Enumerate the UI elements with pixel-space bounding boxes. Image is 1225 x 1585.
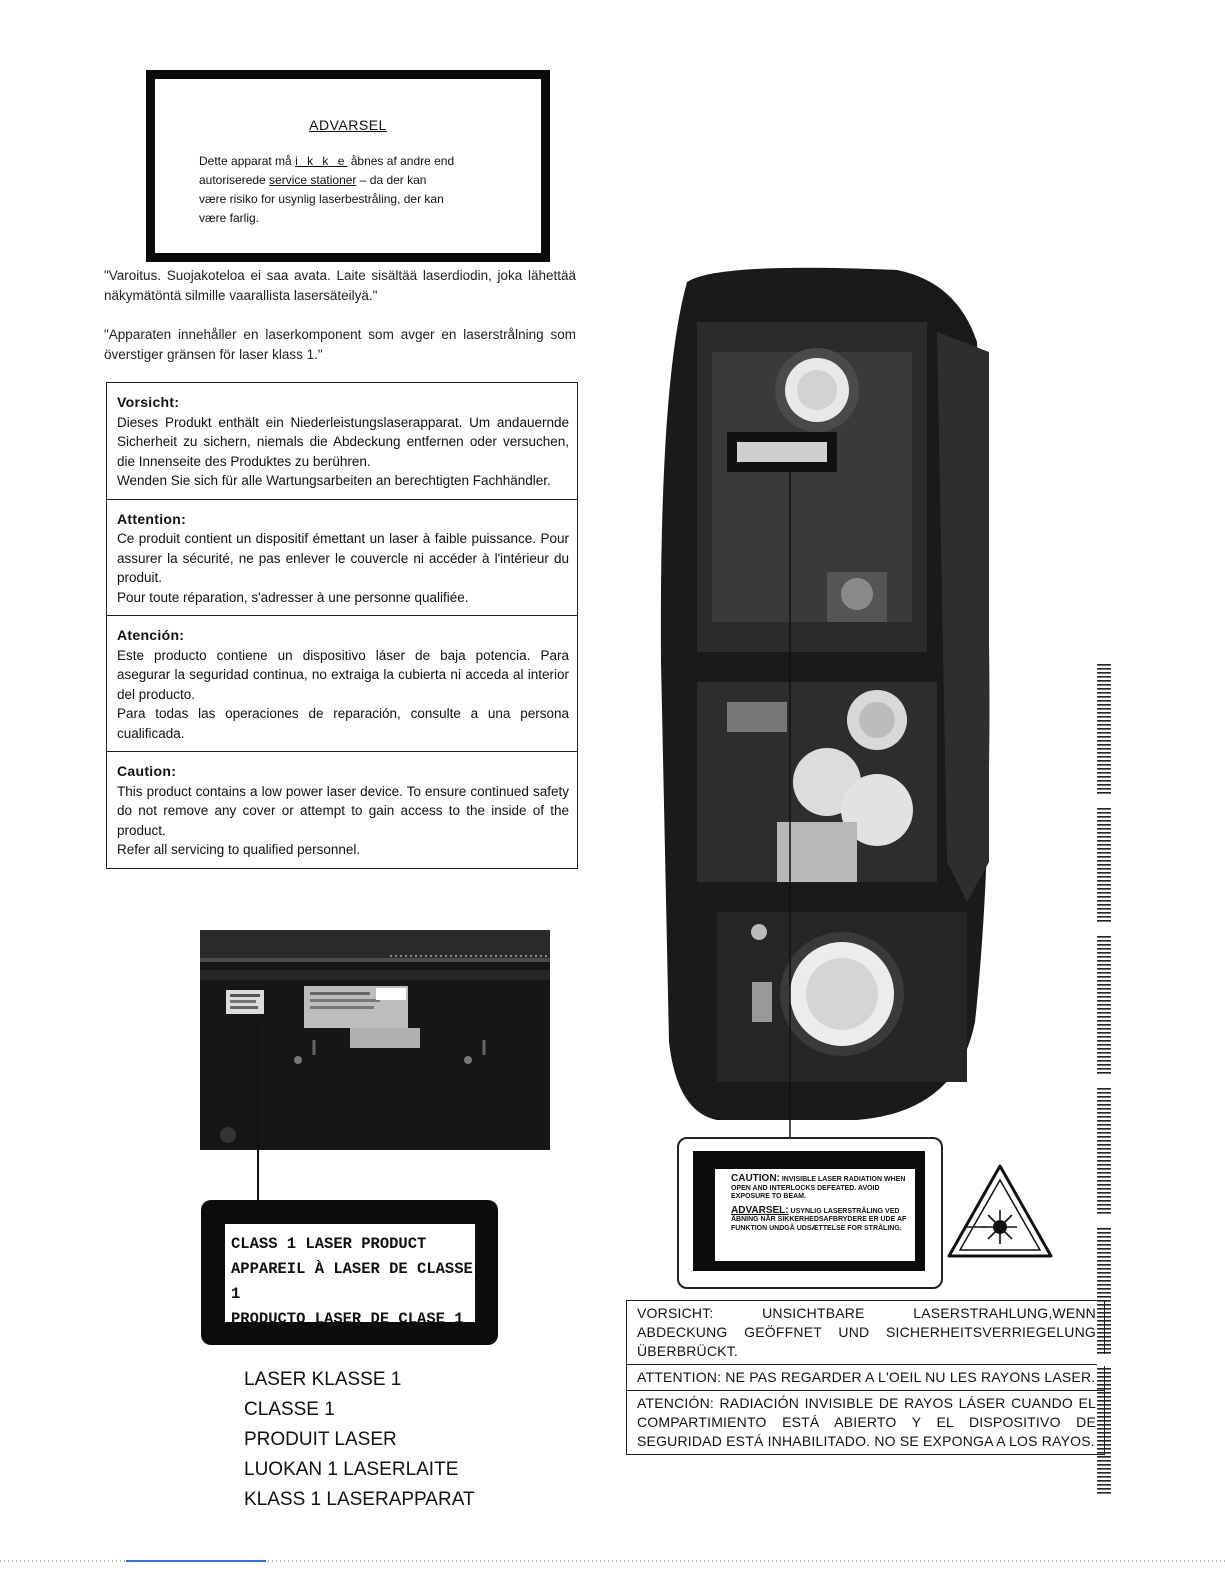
warning-body: Refer all servicing to qualified personnel.	[117, 842, 361, 857]
warning-body: Ce produit contient un dispositif émettant un laser à faible puissance. Pour assurer la sécurité, ne pas enlever le couvercle ni accéder à l'intérieur du produit.	[117, 531, 569, 585]
caution-label-frame	[693, 1151, 925, 1271]
caution-label-text	[715, 1169, 915, 1261]
warning-heading: Vorsicht:	[117, 394, 180, 410]
warning-body: Para todas las operaciones de reparación, consulte a una persona cualificada.	[117, 706, 569, 741]
warning-cell-de	[107, 383, 577, 499]
warning-cell-fr	[107, 499, 577, 616]
laser-class-line: PRODUIT LASER	[244, 1429, 397, 1450]
advarsel-text: åbnes af andre end	[347, 154, 455, 168]
swedish-notice: "Apparaten innehåller en laserkomponent som avger en laserstrålning som överstiger gränsen för laser klass 1."	[104, 327, 576, 362]
warning-body: Este producto contiene un dispositivo láser de baja potencia. Para asegurar la seguridad continua, no extraiga la cubierta ni acceda al interior del producto.	[117, 647, 569, 702]
warning-heading: Attention:	[117, 510, 187, 527]
caution-detail: INVISIBLE LASER RADIATION WHEN OPEN AND INTERLOCKS DEFEATED. AVOID EXPOSURE TO BEAM.	[731, 1176, 906, 1200]
advarsel-text: – da der kan	[356, 173, 427, 187]
warning-body: Wenden Sie sich für alle Wartungsarbeiten an berechtigten Fachhändler.	[117, 473, 551, 488]
warning-cell-en	[107, 751, 577, 868]
advarsel-line	[199, 171, 519, 190]
advarsel-word: ADVARSEL:	[731, 1204, 789, 1216]
warning-body: Pour toute réparation, s'adresser à une personne qualifiée.	[117, 589, 469, 605]
advarsel-detail: USYNLIG LASERSTRÅLING VED ÅBNING NÅR SIKKERHEDSAFBRYDERE ER UDE AF FUNKTION UNDGÅ UDSÆTTELSE FOR STRÅLING.	[731, 1207, 907, 1232]
advarsel-warning-box	[146, 70, 550, 262]
laser-class-line: KLASS 1 LASERAPPARAT	[244, 1489, 475, 1510]
advarsel-text: autoriserede	[199, 173, 270, 187]
class1-line: APPAREIL À LASER DE CLASSE 1	[231, 1260, 473, 1303]
device-interior-photo	[657, 262, 992, 1122]
laser-hazard-warning-icon	[945, 1162, 1055, 1260]
warning-cell-es	[107, 615, 577, 751]
advarsel-line: være risiko for usynlig laserbestråling, der kan	[199, 192, 444, 206]
advarsel-line: være farlig.	[199, 211, 260, 225]
radiation-warning-es: ATENCIÓN: RADIACIÓN INVISIBLE DE RAYOS LÁSER CUANDO EL COMPARTIMIENTO ESTÁ ABIERTO Y EL DISPOSITIVO DE SEGURIDAD ESTÁ INHABILITADO. NO SE EXPONGA A LOS RAYOS.	[627, 1390, 1104, 1454]
warning-heading: Caution:	[117, 763, 177, 779]
laser-class-line: CLASSE 1	[244, 1399, 335, 1420]
radiation-warning-de: VORSICHT: UNSICHTBARE LASERSTRAHLUNG,WENN ABDECKUNG GEÖFFNET UND SICHERHEITSVERRIEGELUNG ÜBERBRÜCKT.	[637, 1305, 1096, 1359]
invisible-radiation-warning-table	[626, 1300, 1105, 1455]
rear-panel-illustration	[200, 930, 550, 1150]
advarsel-text: Dette apparat må	[199, 154, 296, 168]
warning-body: This product contains a low power laser device. To ensure continued safety do not remove any cover or attempt to gain access to the inside of the product.	[117, 783, 569, 838]
class1-line: CLASS 1 LASER PRODUCT	[231, 1235, 427, 1253]
page-footer-rule	[0, 1558, 1225, 1564]
class1-label-text	[225, 1224, 475, 1328]
advarsel-emphasis: service stationer	[269, 173, 357, 187]
caution-radiation-label	[677, 1137, 943, 1289]
multilingual-warning-table	[106, 382, 578, 869]
caution-word: CAUTION:	[731, 1173, 780, 1184]
warning-heading: Atención:	[117, 627, 185, 643]
rear-panel-photo	[200, 930, 550, 1150]
advarsel-line	[199, 152, 519, 171]
class1-line: PRODUCTO LASER DE CLASE 1	[231, 1310, 464, 1328]
warning-body: Dieses Produkt enthält ein Niederleistungslaserapparat. Um andauernde Sicherheit zu sichern, niemals die Abdeckung entfernen oder versuchen, die Innenseite des Produktes zu berühren.	[117, 414, 569, 469]
finnish-notice: "Varoitus. Suojakoteloa ei saa avata. Laite sisältää laserdiodin, joka lähettää näkymätöntä silmille vaarallista lasersäteilyä."	[104, 268, 576, 303]
advarsel-title: ADVARSEL	[309, 117, 387, 133]
radiation-warning-fr: ATTENTION: NE PAS REGARDER A L'OEIL NU LES RAYONS LASER.	[627, 1364, 1104, 1390]
advarsel-emphasis: i k k e	[295, 154, 348, 168]
class1-laser-label	[201, 1200, 498, 1345]
laser-class-line: LUOKAN 1 LASERLAITE	[244, 1459, 459, 1480]
laser-class-line: LASER KLASSE 1	[244, 1369, 402, 1390]
scan-edge-barcode	[1097, 664, 1111, 1494]
advarsel-body	[199, 152, 519, 228]
